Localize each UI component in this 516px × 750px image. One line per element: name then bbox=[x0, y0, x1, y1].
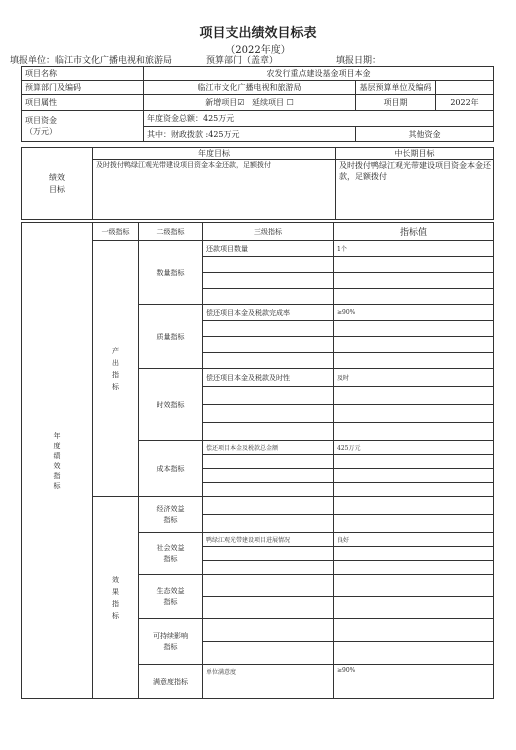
blank-cell bbox=[203, 337, 334, 353]
project-name: 农发行重点建设基金项目本金 bbox=[144, 67, 494, 81]
cost-item: 偿还项目本金及税款总金额 bbox=[203, 441, 334, 455]
grassroots-value bbox=[436, 81, 494, 95]
blank-cell bbox=[334, 273, 494, 289]
attr-label: 项目属性 bbox=[22, 95, 144, 111]
goals-table bbox=[21, 147, 494, 220]
blank-cell bbox=[203, 353, 334, 369]
blank-cell bbox=[334, 597, 494, 619]
blank-cell bbox=[334, 483, 494, 497]
quantity-indicator: 数量指标 bbox=[139, 241, 203, 305]
col-header-level3: 三级指标 bbox=[203, 223, 334, 241]
goals-label: 绩效 目标 bbox=[22, 148, 93, 220]
timeliness-value: 及时 bbox=[334, 369, 494, 387]
period-value: 2022年 bbox=[436, 95, 494, 111]
blank-cell bbox=[203, 273, 334, 289]
quality-value: ≥90% bbox=[334, 305, 494, 321]
blank-cell bbox=[334, 642, 494, 665]
blank-cell bbox=[203, 257, 334, 273]
effect-indicators-label: 效 果 指 标 bbox=[93, 497, 139, 699]
satisfaction-item: 单位满意度 bbox=[203, 665, 334, 699]
blank-cell bbox=[203, 575, 334, 597]
attr-new: 新增项目☑ bbox=[205, 98, 245, 107]
timeliness-indicator: 时效指标 bbox=[139, 369, 203, 441]
quantity-item: 还款项目数量 bbox=[203, 241, 334, 257]
blank-cell bbox=[334, 561, 494, 575]
satisfaction-value: ≥90% bbox=[334, 665, 494, 699]
project-info-table bbox=[21, 66, 494, 142]
blank-cell bbox=[203, 455, 334, 469]
blank-cell bbox=[334, 405, 494, 423]
blank-cell bbox=[334, 257, 494, 273]
blank-cell bbox=[203, 515, 334, 533]
fund-other: 其他资金 bbox=[356, 127, 494, 142]
project-name-label: 项目名称 bbox=[22, 67, 144, 81]
attr-options bbox=[144, 95, 356, 111]
blank-cell bbox=[334, 321, 494, 337]
blank-cell bbox=[203, 483, 334, 497]
fund-fiscal: 其中：财政拨款 :425万元 bbox=[144, 127, 356, 142]
blank-cell bbox=[203, 619, 334, 642]
budget-dept-seal: 预算部门（盖章） bbox=[206, 56, 279, 66]
blank-cell bbox=[334, 387, 494, 405]
fund-label-line2: （万元） bbox=[25, 127, 57, 136]
blank-cell bbox=[334, 337, 494, 353]
mid-goal-text: 及时拨付鸭绿江观光带建设项目资金本金还款，足额拨付 bbox=[336, 160, 494, 220]
col-header-value: 指标值 bbox=[334, 223, 494, 241]
grassroots-label: 基层预算单位及编码 bbox=[356, 81, 436, 95]
cost-indicator: 成本指标 bbox=[139, 441, 203, 497]
blank-cell bbox=[334, 497, 494, 515]
blank-cell bbox=[334, 547, 494, 561]
quality-item: 偿还项目本金及税款完成率 bbox=[203, 305, 334, 321]
blank-cell bbox=[334, 455, 494, 469]
mid-goal-header: 中长期目标 bbox=[336, 148, 494, 160]
blank-cell bbox=[334, 619, 494, 642]
blank-cell bbox=[203, 547, 334, 561]
fund-label bbox=[22, 111, 144, 142]
indicators-side-label: 年 度 绩 效 指 标 bbox=[22, 223, 93, 699]
sustainability-indicator: 可持续影响 指标 bbox=[139, 619, 203, 665]
col-header-level1: 一级指标 bbox=[93, 223, 139, 241]
filing-unit: 填报单位：临江市文化广播电视和旅游局 bbox=[10, 56, 173, 66]
blank-cell bbox=[203, 321, 334, 337]
blank-cell bbox=[203, 387, 334, 405]
output-indicators-label: 产 出 指 标 bbox=[93, 241, 139, 497]
satisfaction-indicator: 满意度指标 bbox=[139, 665, 203, 699]
social-value: 良好 bbox=[334, 533, 494, 547]
dept-code-label: 预算部门及编码 bbox=[22, 81, 144, 95]
blank-cell bbox=[203, 561, 334, 575]
annual-goal-text: 及时拨付鸭绿江观光带建设项目资金本金还款，足额拨付 bbox=[93, 160, 336, 220]
quality-indicator: 质量指标 bbox=[139, 305, 203, 369]
blank-cell bbox=[334, 289, 494, 305]
indicators-table bbox=[21, 222, 494, 699]
ecological-indicator: 生态效益 指标 bbox=[139, 575, 203, 619]
blank-cell bbox=[203, 597, 334, 619]
blank-cell bbox=[334, 353, 494, 369]
blank-cell bbox=[203, 642, 334, 665]
economic-indicator: 经济效益 指标 bbox=[139, 497, 203, 533]
blank-cell bbox=[334, 575, 494, 597]
quantity-value: 1个 bbox=[334, 241, 494, 257]
blank-cell bbox=[203, 423, 334, 441]
blank-cell bbox=[334, 515, 494, 533]
cost-value: 425万元 bbox=[334, 441, 494, 455]
dept-code: 临江市文化广播电视和旅游局 bbox=[144, 81, 356, 95]
annual-goal-header: 年度目标 bbox=[93, 148, 336, 160]
blank-cell bbox=[203, 469, 334, 483]
col-header-level2: 二级指标 bbox=[139, 223, 203, 241]
fund-label-line1: 项目资金 bbox=[25, 116, 57, 125]
blank-cell bbox=[334, 469, 494, 483]
attr-continued: 延续项目 ☐ bbox=[252, 98, 294, 107]
page-title: 项目支出绩效目标表 bbox=[199, 26, 317, 41]
period-label: 项目期 bbox=[356, 95, 436, 111]
blank-cell bbox=[334, 423, 494, 441]
social-indicator: 社会效益 指标 bbox=[139, 533, 203, 575]
filing-date: 填报日期： bbox=[336, 56, 382, 66]
social-item: 鸭绿江观光带建设项目进展情况 bbox=[203, 533, 334, 547]
blank-cell bbox=[203, 289, 334, 305]
blank-cell bbox=[203, 405, 334, 423]
year-note: （2022年度） bbox=[225, 45, 291, 56]
timeliness-item: 偿还项目本金及税款及时性 bbox=[203, 369, 334, 387]
blank-cell bbox=[203, 497, 334, 515]
fund-total: 年度资金总额：425万元 bbox=[144, 111, 494, 127]
